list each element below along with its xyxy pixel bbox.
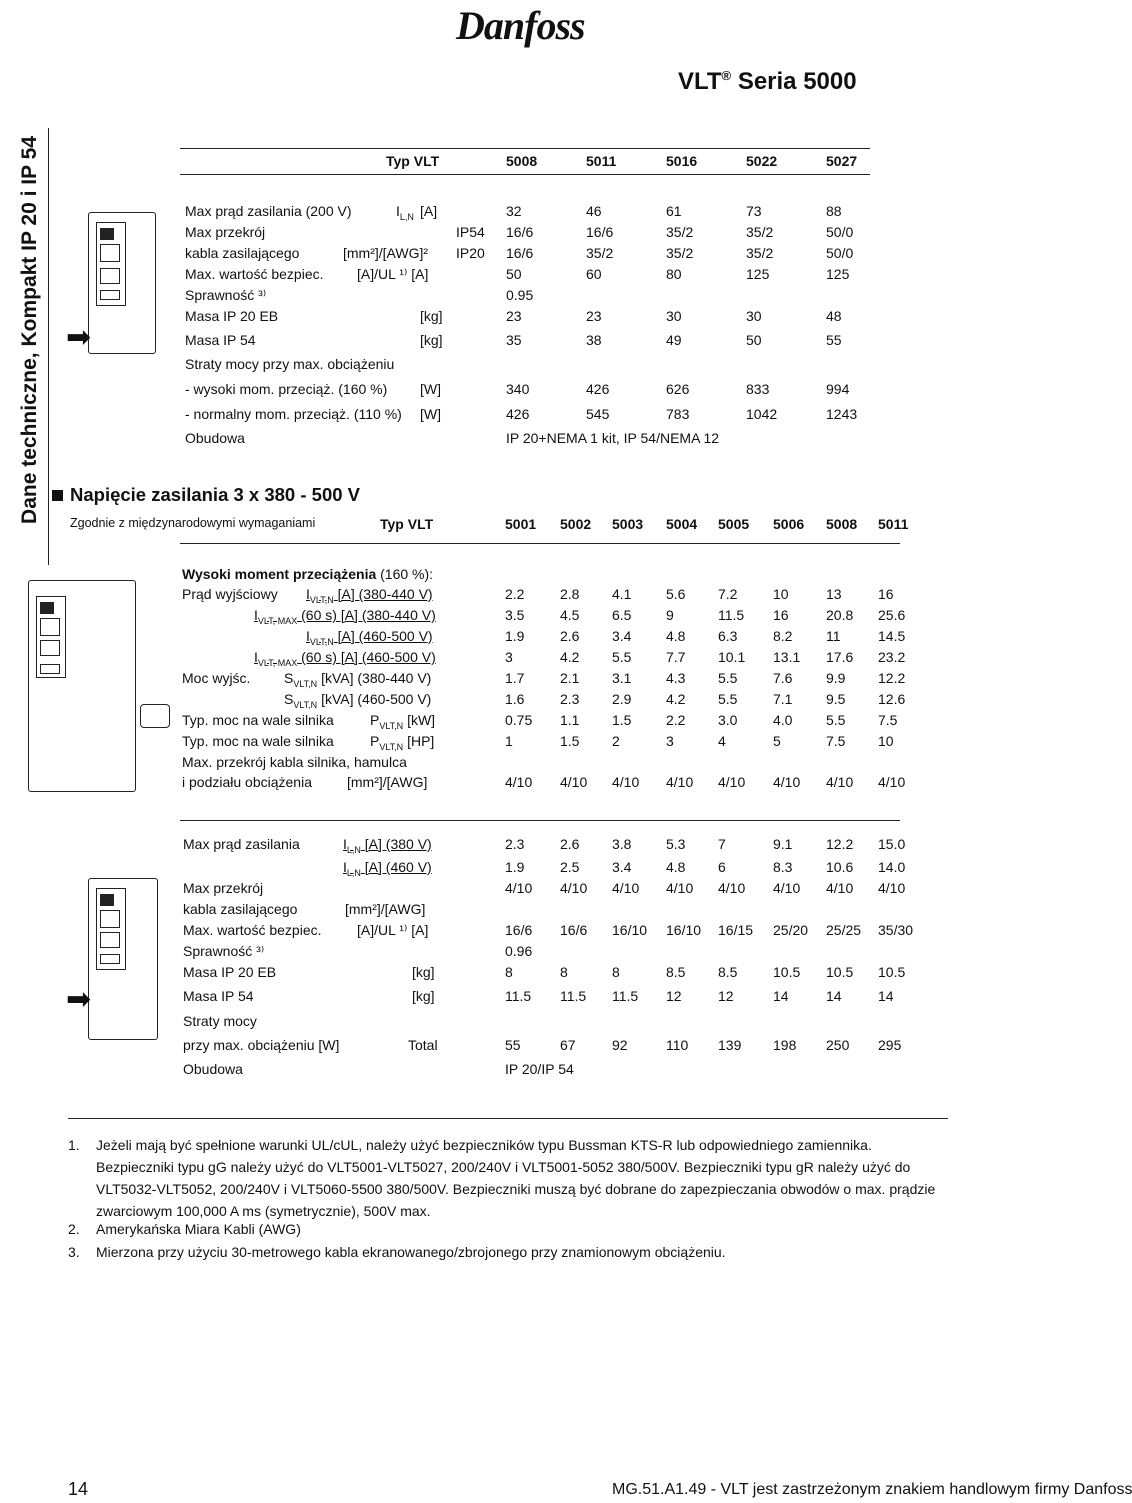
table1-cell: 32	[506, 203, 522, 219]
table1-cell: 61	[666, 203, 682, 219]
table2-cell: 14.5	[878, 628, 906, 644]
table3-row-label: Max. wartość bezpiec.	[183, 922, 322, 938]
table2-cell: 4/10	[560, 774, 588, 790]
table2-symbol: $S_{VLT,N}$ [kVA] (460-500 V)	[284, 691, 432, 710]
table2-cell: 8.2	[773, 628, 793, 644]
table2-cell: 2	[612, 733, 620, 749]
table2-cell: 7.1	[773, 691, 793, 707]
table2-cell: 12.2	[878, 670, 906, 686]
table1-typ-label: Typ VLT	[386, 153, 440, 169]
table2-cell: 4/10	[666, 774, 694, 790]
table2-model: 5002	[560, 516, 592, 532]
table3-cell: 16/6	[560, 922, 588, 938]
table2-row-unit: [kW]	[407, 712, 436, 728]
table1-cell: 80	[666, 266, 682, 282]
table3-cell: 16/10	[666, 922, 702, 938]
table2-cell: 10.1	[718, 649, 746, 665]
table1-row-ip: IP54	[456, 224, 485, 240]
table3-cell: 15.0	[878, 836, 906, 852]
table3-row-label: Sprawność ³⁾	[183, 943, 265, 959]
table1-row-label: Max przekrój	[185, 224, 266, 240]
table2-cell: 2.3	[560, 691, 580, 707]
table2-cell: 9.9	[826, 670, 846, 686]
table2-cell: 3.0	[718, 712, 738, 728]
table2-row-unit: [HP]	[407, 733, 435, 749]
table3-cell: 16/10	[612, 922, 648, 938]
table2-cell: 4.0	[773, 712, 793, 728]
table3-cell: 4/10	[773, 880, 801, 896]
sidebar-title: Dane techniczne, Kompakt IP 20 i IP 54	[18, 136, 41, 524]
table2-heading: Wysoki moment przeciążenia (160 %):	[182, 566, 434, 582]
table1-cell: 35/2	[666, 245, 694, 261]
table1-cell: 16/6	[506, 245, 534, 261]
table1-cell: 0.95	[506, 287, 534, 303]
table1-cell: 340	[506, 381, 530, 397]
table2-cell: 4	[718, 733, 726, 749]
table1-cell: 50	[506, 266, 522, 282]
table3-cell: 7	[718, 836, 726, 852]
table2-cell: 6.3	[718, 628, 738, 644]
table3-row-label: Masa IP 20 EB	[183, 964, 277, 980]
table2-cell: 4.1	[612, 586, 632, 602]
table2-cell: 3.1	[612, 670, 632, 686]
table3-cell: 14	[773, 988, 789, 1004]
table1-model: 5022	[746, 153, 778, 169]
table2-symbol: $P_{VLT,N}$ [kW]	[370, 712, 436, 731]
table3-cell: 14.0	[878, 859, 906, 875]
table2-cell: 13.1	[773, 649, 801, 665]
square-bullet-icon	[52, 490, 63, 501]
table3-top-rule	[180, 820, 900, 821]
table1-cell: 23	[506, 308, 522, 324]
table2-cell: 4.3	[666, 670, 686, 686]
footnote-number: 2.	[68, 1221, 80, 1237]
table3-cell: 8	[560, 964, 568, 980]
table2-row-label: Typ. moc na wale silnika	[182, 712, 334, 728]
table2-cell: 17.6	[826, 649, 854, 665]
table3-cell: 12	[666, 988, 682, 1004]
table2-model: 5006	[773, 516, 805, 532]
table2-model: 5003	[612, 516, 644, 532]
table1-header-rule	[180, 174, 870, 175]
table1-cell: 35/2	[666, 224, 694, 240]
table2-cell: 2.2	[505, 586, 525, 602]
table1-row-unit: [kg]	[420, 308, 443, 324]
table3-cell: 12.2	[826, 836, 854, 852]
table3-cell: 12	[718, 988, 734, 1004]
table3-cell: 4/10	[666, 880, 694, 896]
table3-cell: 10.5	[826, 964, 854, 980]
table1-row-unit: [A]/UL ¹⁾ [A]	[357, 266, 429, 282]
table1-cell: 50	[746, 332, 762, 348]
table2-cell: 5.5	[826, 712, 846, 728]
table1-cell: 1243	[826, 406, 858, 422]
table1-row-label: Sprawność ³⁾	[185, 287, 267, 303]
table2-symbol: $I_{VLT,N}$ [A] (460-500 V)	[306, 628, 433, 647]
table3-row-unit: [kg]	[412, 964, 435, 980]
table1-cell: 50/0	[826, 224, 854, 240]
table2-model: 5011	[878, 516, 909, 532]
table2-cell: 1.7	[505, 670, 525, 686]
table2-typ-label: Typ VLT	[380, 516, 434, 532]
table2-cell: 23.2	[878, 649, 906, 665]
table2-cell: 7.2	[718, 586, 738, 602]
table3-cell: 198	[773, 1037, 797, 1053]
table1-cell: 16/6	[506, 224, 534, 240]
table2-row-unit: [A] (380-440 V)	[337, 586, 433, 602]
table2-cell: 5.6	[666, 586, 686, 602]
table2-cell: 4.2	[666, 691, 686, 707]
table1-cell: 545	[586, 406, 610, 422]
table3-cell: 8.5	[718, 964, 738, 980]
table3-symbol: $I_{L,N}$ [A] (380 V)	[343, 836, 432, 855]
table1-cell: 23	[586, 308, 602, 324]
table3-cell: 8.3	[773, 859, 793, 875]
table1-row-label: Obudowa	[185, 430, 245, 446]
table2-row-unit: [kVA] (460-500 V)	[321, 691, 432, 707]
table1-cell: 49	[666, 332, 682, 348]
table2-cell: 3	[666, 733, 674, 749]
table3-cell: 8	[612, 964, 620, 980]
table2-model: 5005	[718, 516, 750, 532]
table1-row-label: - wysoki mom. przeciąż. (160 %)	[185, 381, 388, 397]
table2-row-label: Moc wyjśc.	[182, 670, 251, 686]
table1-cell: 1042	[746, 406, 778, 422]
table1-cell: 125	[746, 266, 770, 282]
table3-cell: 16/6	[505, 922, 533, 938]
table2-cell: 2.1	[560, 670, 580, 686]
table3-cell: 4/10	[718, 880, 746, 896]
table3-cell: 6	[718, 859, 726, 875]
table3-row-unit: [A] (380 V)	[364, 836, 432, 852]
table1-row-unit: [mm²]/[AWG]²	[343, 245, 429, 261]
footer-text: MG.51.A1.49 - VLT jest zastrzeżonym znakiem handlowym firmy Danfoss	[612, 1481, 1132, 1498]
table3-cell: 295	[878, 1037, 902, 1053]
table2-cell: 9	[666, 607, 674, 623]
table2-cell: 10	[773, 586, 789, 602]
table1-row-unit: [A]	[420, 203, 438, 219]
table2-cell: 10	[878, 733, 894, 749]
table1-cell: 48	[826, 308, 842, 324]
table3-cell: 11.5	[505, 988, 532, 1004]
table2-cell: 4.8	[666, 628, 686, 644]
table3-row-label: przy max. obciążeniu [W]	[183, 1037, 340, 1053]
table1-model: 5008	[506, 153, 538, 169]
table3-row-unit: Total	[408, 1037, 438, 1053]
table2-cell: 4/10	[773, 774, 801, 790]
table2-cell: 1.9	[505, 628, 525, 644]
table1-cell: 30	[746, 308, 762, 324]
table3-row-unit: [kg]	[412, 988, 435, 1004]
table1-cell: IP 20+NEMA 1 kit, IP 54/NEMA 12	[506, 430, 720, 446]
table1-row-label: Masa IP 20 EB	[185, 308, 279, 324]
table1-row-label: Max prąd zasilania (200 V)	[185, 203, 352, 219]
table2-model: 5001	[505, 516, 537, 532]
table1-cell: 73	[746, 203, 762, 219]
table2-cell: 4/10	[878, 774, 906, 790]
table1-row-label: Max. wartość bezpiec.	[185, 266, 324, 282]
footnote-number: 3.	[68, 1244, 80, 1260]
table3-cell: 1.9	[505, 859, 525, 875]
table3-cell: 2.5	[560, 859, 580, 875]
table2-cell: 7.7	[666, 649, 686, 665]
table1-cell: 55	[826, 332, 842, 348]
table1-cell: 88	[826, 203, 842, 219]
table1-row-ip: IP20	[456, 245, 485, 261]
table2-symbol: $I_{VLT, MAX}$ (60 s) [A] (460-500 V)	[254, 649, 436, 668]
table2-symbol: $I_{VLT, MAX}$ (60 s) [A] (380-440 V)	[254, 607, 436, 626]
table2-cell: 11	[826, 628, 841, 644]
right-arrow-icon: ➡	[66, 983, 92, 1016]
table2-row-label: i podziału obciążenia	[182, 774, 312, 790]
table2-model: 5008	[826, 516, 858, 532]
table2-cell: 9.5	[826, 691, 846, 707]
footnote-rule	[68, 1118, 948, 1119]
table2-cell: 5.5	[612, 649, 632, 665]
table2-cell: 1.6	[505, 691, 525, 707]
table1-top-rule	[180, 148, 870, 149]
table2-cell: 1.5	[612, 712, 632, 728]
table3-cell: 14	[878, 988, 894, 1004]
table3-row-unit: [A] (460 V)	[364, 859, 432, 875]
table3-cell: IP 20/IP 54	[505, 1061, 574, 1077]
table3-row-unit: [mm²]/[AWG]	[345, 901, 426, 917]
table2-symbol: $S_{VLT,N}$ [kVA] (380-440 V)	[284, 670, 432, 689]
table3-cell: 10.6	[826, 859, 854, 875]
table1-cell: 50/0	[826, 245, 854, 261]
table1-model: 5011	[586, 153, 617, 169]
table2-cell: 12.6	[878, 691, 906, 707]
table2-cell: 16	[773, 607, 789, 623]
table1-row-unit: [W]	[420, 406, 441, 422]
table2-cell: 7.5	[826, 733, 846, 749]
table1-row-label: Masa IP 54	[185, 332, 256, 348]
table2-row-unit: (60 s) [A] (380-440 V)	[301, 607, 436, 623]
table3-cell: 10.5	[878, 964, 906, 980]
table3-row-label: kabla zasilającego	[183, 901, 298, 917]
table2-row-unit: [kVA] (380-440 V)	[321, 670, 432, 686]
table1-cell: 38	[586, 332, 602, 348]
table3-cell: 0.96	[505, 943, 533, 959]
table1-cell: 35/2	[746, 245, 774, 261]
table3-cell: 2.3	[505, 836, 525, 852]
table3-cell: 3.4	[612, 859, 632, 875]
footnote-text: Jeżeli mają być spełnione warunki UL/cUL, należy użyć bezpieczników typu Bussman KTS-R lub odpowiedniego zamiennika. Bezpieczniki typu gG należy użyć do VLT5001-VLT5027, 200/240V i VLT5001-5052 380/500V. Bezpieczniki typu gR należy użyć do VLT5032-VLT5052, 200/240V i VLT5060-5500 380/500V. Bezpieczniki muszą być dobrane do zapezpieczania obwodów o max. prądzie zwarciowym 100,000 A ms (symetrycznie), 500V max.	[96, 1137, 936, 1219]
table1-cell: 994	[826, 381, 850, 397]
table2-cell: 7.5	[878, 712, 898, 728]
table2-cell: 2.6	[560, 628, 580, 644]
table2-cell: 4/10	[718, 774, 746, 790]
section-subtitle: Zgodnie z międzynarodowymi wymaganiami	[70, 516, 316, 530]
table3-cell: 4.8	[666, 859, 686, 875]
table1-cell: 60	[586, 266, 602, 282]
table2-cell: 4.5	[560, 607, 580, 623]
table2-cell: 4/10	[826, 774, 854, 790]
table1-cell: 626	[666, 381, 690, 397]
table3-row-label: Max przekrój	[183, 880, 264, 896]
table3-cell: 14	[826, 988, 842, 1004]
table2-cell: 20.8	[826, 607, 854, 623]
table3-cell: 16/15	[718, 922, 754, 938]
table2-cell: 3	[505, 649, 513, 665]
table3-cell: 8.5	[666, 964, 686, 980]
table1-row-unit: [kg]	[420, 332, 443, 348]
sidebar-divider	[48, 128, 49, 565]
series-title: VLT® Seria 5000	[678, 68, 857, 95]
table1-model: 5027	[826, 153, 858, 169]
table3-row-label: Masa IP 54	[183, 988, 254, 1004]
table3-cell: 35/30	[878, 922, 914, 938]
section-title: Napięcie zasilania 3 x 380 - 500 V	[70, 484, 361, 505]
table3-row-label: Max prąd zasilania	[183, 836, 300, 852]
table1-row-label: Straty mocy przy max. obciążeniu	[185, 356, 395, 372]
table3-cell: 25/25	[826, 922, 862, 938]
table1-cell: 833	[746, 381, 770, 397]
table2-cell: 6.5	[612, 607, 632, 623]
table3-cell: 110	[666, 1037, 689, 1053]
table2-cell: 4/10	[505, 774, 533, 790]
table1-cell: 35	[506, 332, 522, 348]
table1-cell: 783	[666, 406, 690, 422]
table3-cell: 4/10	[612, 880, 640, 896]
table3-cell: 8	[505, 964, 513, 980]
table2-cell: 2.9	[612, 691, 632, 707]
table2-cell: 5.5	[718, 670, 738, 686]
table2-cell: 2.8	[560, 586, 580, 602]
danfoss-logo: Danfoss	[456, 3, 585, 48]
table2-cell: 5	[773, 733, 781, 749]
table1-cell: 35/2	[586, 245, 614, 261]
table2-row-label: Prąd wyjściowy	[182, 586, 278, 602]
table2-cell: 25.6	[878, 607, 906, 623]
table2-model: 5004	[666, 516, 698, 532]
footnote-text: Amerykańska Miara Kabli (AWG)	[96, 1221, 301, 1237]
table2-cell: 1	[505, 733, 513, 749]
table2-row-unit: [mm²]/[AWG]	[347, 774, 428, 790]
table3-cell: 4/10	[505, 880, 533, 896]
footnote-text: Mierzona przy użyciu 30-metrowego kabla ekranowanego/zbrojonego przy znamionowym obciążeniu.	[96, 1244, 726, 1260]
table3-cell: 2.6	[560, 836, 580, 852]
table3-cell: 10.5	[773, 964, 801, 980]
table2-cell: 1.1	[560, 712, 580, 728]
table2-cell: 7.6	[773, 670, 793, 686]
table2-cell: 5.5	[718, 691, 738, 707]
right-arrow-icon: ➡	[66, 321, 92, 354]
table3-cell: 4/10	[560, 880, 588, 896]
table3-cell: 9.1	[773, 836, 793, 852]
table3-cell: 67	[560, 1037, 576, 1053]
page-number: 14	[68, 1479, 89, 1499]
table3-cell: 55	[505, 1037, 521, 1053]
table3-cell: 139	[718, 1037, 742, 1053]
table2-header-rule	[180, 543, 900, 544]
table3-symbol: $I_{L,N}$ [A] (460 V)	[343, 859, 432, 878]
table2-cell: 2.2	[666, 712, 686, 728]
table2-cell: 0.75	[505, 712, 533, 728]
table2-row-label: Typ. moc na wale silnika	[182, 733, 334, 749]
table3-row-label: Obudowa	[183, 1061, 243, 1077]
table2-cell: 1.5	[560, 733, 580, 749]
table3-cell: 4/10	[826, 880, 854, 896]
table2-row-unit: (60 s) [A] (460-500 V)	[301, 649, 436, 665]
table1-cell: 35/2	[746, 224, 774, 240]
footnote-number: 1.	[68, 1137, 80, 1153]
table3-cell: 250	[826, 1037, 850, 1053]
table3-cell: 92	[612, 1037, 628, 1053]
table1-current-symbol: $I_{L,N}$	[396, 203, 414, 222]
table3-cell: 5.3	[666, 836, 686, 852]
table2-cell: 3.5	[505, 607, 525, 623]
table2-cell: 16	[878, 586, 894, 602]
table1-cell: 30	[666, 308, 682, 324]
table1-cell: 46	[586, 203, 602, 219]
table3-cell: 3.8	[612, 836, 632, 852]
table1-cell: 125	[826, 266, 850, 282]
table3-cell: 11.5	[560, 988, 587, 1004]
table2-cell: 13	[826, 586, 842, 602]
table1-model: 5016	[666, 153, 698, 169]
table3-cell: 25/20	[773, 922, 809, 938]
table2-symbol: $I_{VLT,N}$ [A] (380-440 V)	[306, 586, 433, 605]
table3-cell: 4/10	[878, 880, 906, 896]
table3-row-unit: [A]/UL ¹⁾ [A]	[357, 922, 429, 938]
table2-row-unit: [A] (460-500 V)	[337, 628, 433, 644]
table2-cell: 3.4	[612, 628, 632, 644]
table1-cell: 16/6	[586, 224, 614, 240]
table1-cell: 426	[506, 406, 530, 422]
table1-row-label: kabla zasilającego	[185, 245, 300, 261]
table2-symbol: $P_{VLT,N}$ [HP]	[370, 733, 435, 752]
table2-cell: 11.5	[718, 607, 745, 623]
table2-cell: 4.2	[560, 649, 580, 665]
table3-cell: 11.5	[612, 988, 639, 1004]
table3-row-label: Straty mocy	[183, 1013, 257, 1029]
table1-cell: 426	[586, 381, 610, 397]
table2-row-label: Max. przekrój kabla silnika, hamulca	[182, 754, 407, 770]
table1-row-label: - normalny mom. przeciąż. (110 %)	[185, 406, 402, 422]
table1-row-unit: [W]	[420, 381, 441, 397]
table2-cell: 4/10	[612, 774, 640, 790]
